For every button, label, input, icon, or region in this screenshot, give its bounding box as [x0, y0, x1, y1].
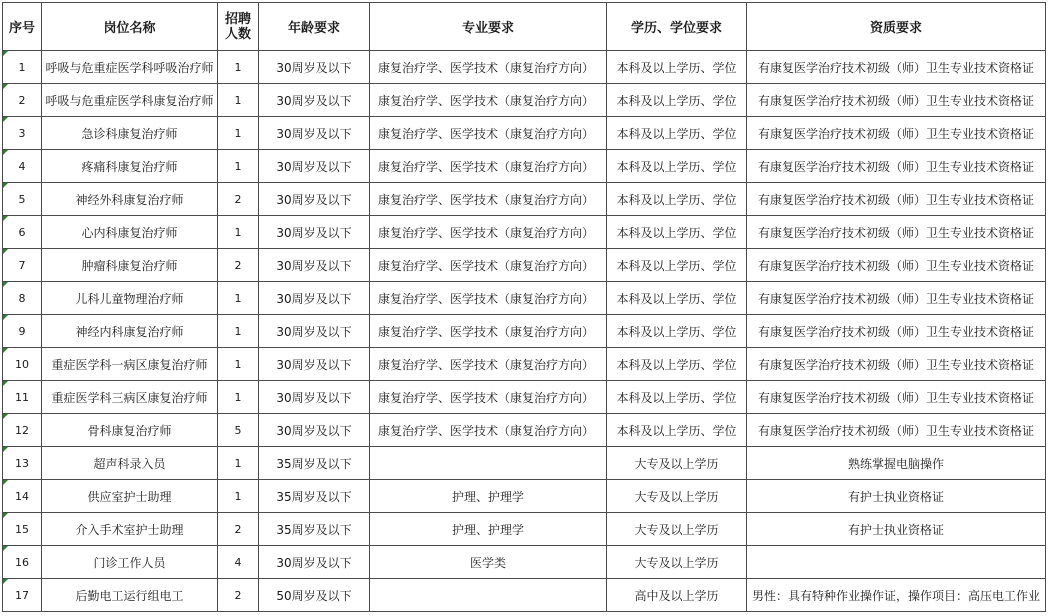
cell-position: 肿瘤科康复治疗师 [42, 249, 218, 282]
cell-position: 后勤电工运行组电工 [42, 579, 218, 612]
cell-position: 疼痛科康复治疗师 [42, 150, 218, 183]
cell-qualification: 有康复医学治疗技术初级（师）卫生专业技术资格证 [747, 216, 1046, 249]
cell-age: 30周岁及以下 [259, 546, 370, 579]
cell-education: 本科及以上学历、学位 [607, 348, 747, 381]
cell-major [370, 447, 607, 480]
table-row [3, 348, 1046, 381]
cell-no: 14 [3, 480, 42, 513]
cell-qualification: 有康复医学治疗技术初级（师）卫生专业技术资格证 [747, 84, 1046, 117]
cell-no: 16 [3, 546, 42, 579]
cell-age: 30周岁及以下 [259, 315, 370, 348]
cell-major: 医学类 [370, 546, 607, 579]
header-age: 年龄要求 [259, 3, 370, 51]
cell-position: 供应室护士助理 [42, 480, 218, 513]
cell-position: 骨科康复治疗师 [42, 414, 218, 447]
header-qualification: 资质要求 [747, 3, 1046, 51]
cell-position: 重症医学科一病区康复治疗师 [42, 348, 218, 381]
cell-major: 康复治疗学、医学技术（康复治疗方向） [370, 381, 607, 414]
cell-age: 30周岁及以下 [259, 150, 370, 183]
table-row [3, 150, 1046, 183]
cell-age: 35周岁及以下 [259, 480, 370, 513]
cell-no: 2 [3, 84, 42, 117]
cell-no: 11 [3, 381, 42, 414]
table-row [3, 84, 1046, 117]
cell-position: 超声科录入员 [42, 447, 218, 480]
cell-education: 本科及以上学历、学位 [607, 51, 747, 84]
cell-no: 6 [3, 216, 42, 249]
cell-position: 儿科儿童物理治疗师 [42, 282, 218, 315]
cell-count: 1 [218, 447, 259, 480]
cell-education: 本科及以上学历、学位 [607, 183, 747, 216]
table-row [3, 480, 1046, 513]
cell-count: 2 [218, 183, 259, 216]
cell-count: 1 [218, 282, 259, 315]
cell-count: 1 [218, 84, 259, 117]
cell-no: 4 [3, 150, 42, 183]
cell-qualification: 熟练掌握电脑操作 [747, 447, 1046, 480]
cell-no: 3 [3, 117, 42, 150]
cell-count: 1 [218, 216, 259, 249]
recruitment-table-container [2, 2, 1046, 612]
cell-age: 30周岁及以下 [259, 348, 370, 381]
cell-position: 心内科康复治疗师 [42, 216, 218, 249]
cell-education: 本科及以上学历、学位 [607, 381, 747, 414]
table-row [3, 249, 1046, 282]
table-row [3, 579, 1046, 612]
cell-position: 急诊科康复治疗师 [42, 117, 218, 150]
cell-no: 15 [3, 513, 42, 546]
cell-qualification: 有康复医学治疗技术初级（师）卫生专业技术资格证 [747, 117, 1046, 150]
cell-education: 本科及以上学历、学位 [607, 84, 747, 117]
table-body [3, 51, 1046, 612]
recruitment-table [2, 2, 1046, 612]
cell-count: 1 [218, 381, 259, 414]
cell-position: 呼吸与危重症医学科康复治疗师 [42, 84, 218, 117]
cell-qualification: 有康复医学治疗技术初级（师）卫生专业技术资格证 [747, 282, 1046, 315]
table-row [3, 381, 1046, 414]
cell-qualification: 有康复医学治疗技术初级（师）卫生专业技术资格证 [747, 381, 1046, 414]
cell-qualification: 有护士执业资格证 [747, 480, 1046, 513]
cell-age: 30周岁及以下 [259, 183, 370, 216]
header-education: 学历、学位要求 [607, 3, 747, 51]
cell-count: 1 [218, 315, 259, 348]
table-row [3, 282, 1046, 315]
cell-qualification [747, 546, 1046, 579]
table-row [3, 51, 1046, 84]
cell-age: 30周岁及以下 [259, 216, 370, 249]
table-row [3, 117, 1046, 150]
cell-major: 康复治疗学、医学技术（康复治疗方向） [370, 183, 607, 216]
cell-qualification: 有护士执业资格证 [747, 513, 1046, 546]
cell-count: 1 [218, 51, 259, 84]
cell-education: 本科及以上学历、学位 [607, 117, 747, 150]
cell-major: 护理、护理学 [370, 513, 607, 546]
cell-age: 50周岁及以下 [259, 579, 370, 612]
cell-age: 30周岁及以下 [259, 117, 370, 150]
header-position: 岗位名称 [42, 3, 218, 51]
cell-no: 8 [3, 282, 42, 315]
cell-major: 康复治疗学、医学技术（康复治疗方向） [370, 249, 607, 282]
cell-position: 神经内科康复治疗师 [42, 315, 218, 348]
cell-major: 康复治疗学、医学技术（康复治疗方向） [370, 414, 607, 447]
cell-education: 大专及以上学历 [607, 546, 747, 579]
cell-qualification: 有康复医学治疗技术初级（师）卫生专业技术资格证 [747, 51, 1046, 84]
cell-major: 康复治疗学、医学技术（康复治疗方向） [370, 348, 607, 381]
cell-education: 本科及以上学历、学位 [607, 414, 747, 447]
cell-qualification: 有康复医学治疗技术初级（师）卫生专业技术资格证 [747, 249, 1046, 282]
cell-no: 13 [3, 447, 42, 480]
cell-education: 本科及以上学历、学位 [607, 150, 747, 183]
cell-major: 护理、护理学 [370, 480, 607, 513]
cell-qualification: 有康复医学治疗技术初级（师）卫生专业技术资格证 [747, 315, 1046, 348]
header-seq: 序号 [3, 3, 42, 51]
cell-count: 2 [218, 249, 259, 282]
table-row [3, 216, 1046, 249]
cell-qualification: 有康复医学治疗技术初级（师）卫生专业技术资格证 [747, 150, 1046, 183]
cell-count: 5 [218, 414, 259, 447]
cell-age: 35周岁及以下 [259, 513, 370, 546]
cell-no: 17 [3, 579, 42, 612]
header-count-label: 招聘人数 [224, 11, 251, 42]
cell-position: 重症医学科三病区康复治疗师 [42, 381, 218, 414]
table-row [3, 546, 1046, 579]
cell-no: 9 [3, 315, 42, 348]
cell-education: 本科及以上学历、学位 [607, 216, 747, 249]
cell-qualification: 有康复医学治疗技术初级（师）卫生专业技术资格证 [747, 183, 1046, 216]
cell-no: 7 [3, 249, 42, 282]
cell-count: 1 [218, 480, 259, 513]
table-row [3, 513, 1046, 546]
cell-position: 呼吸与危重症医学科呼吸治疗师 [42, 51, 218, 84]
cell-education: 大专及以上学历 [607, 480, 747, 513]
cell-count: 2 [218, 579, 259, 612]
cell-education: 大专及以上学历 [607, 447, 747, 480]
cell-education: 本科及以上学历、学位 [607, 315, 747, 348]
table-row [3, 315, 1046, 348]
cell-no: 12 [3, 414, 42, 447]
cell-major [370, 579, 607, 612]
header-count [218, 3, 259, 51]
cell-count: 4 [218, 546, 259, 579]
cell-major: 康复治疗学、医学技术（康复治疗方向） [370, 117, 607, 150]
cell-qualification: 男性：具有特种作业操作证，操作项目：高压电工作业 [747, 579, 1046, 612]
cell-qualification: 有康复医学治疗技术初级（师）卫生专业技术资格证 [747, 348, 1046, 381]
table-row [3, 183, 1046, 216]
cell-count: 1 [218, 348, 259, 381]
cell-no: 1 [3, 51, 42, 84]
cell-count: 1 [218, 117, 259, 150]
cell-age: 30周岁及以下 [259, 381, 370, 414]
cell-major: 康复治疗学、医学技术（康复治疗方向） [370, 282, 607, 315]
header-row [3, 3, 1046, 51]
cell-education: 本科及以上学历、学位 [607, 249, 747, 282]
cell-major: 康复治疗学、医学技术（康复治疗方向） [370, 150, 607, 183]
cell-age: 35周岁及以下 [259, 447, 370, 480]
table-row [3, 414, 1046, 447]
cell-qualification: 有康复医学治疗技术初级（师）卫生专业技术资格证 [747, 414, 1046, 447]
cell-age: 30周岁及以下 [259, 282, 370, 315]
cell-no: 10 [3, 348, 42, 381]
cell-major: 康复治疗学、医学技术（康复治疗方向） [370, 315, 607, 348]
cell-position: 介入手术室护士助理 [42, 513, 218, 546]
cell-education: 大专及以上学历 [607, 513, 747, 546]
cell-major: 康复治疗学、医学技术（康复治疗方向） [370, 51, 607, 84]
cell-count: 1 [218, 150, 259, 183]
cell-age: 30周岁及以下 [259, 249, 370, 282]
cell-age: 30周岁及以下 [259, 414, 370, 447]
cell-age: 30周岁及以下 [259, 84, 370, 117]
cell-major: 康复治疗学、医学技术（康复治疗方向） [370, 216, 607, 249]
cell-education: 高中及以上学历 [607, 579, 747, 612]
cell-education: 本科及以上学历、学位 [607, 282, 747, 315]
header-major: 专业要求 [370, 3, 607, 51]
cell-position: 门诊工作人员 [42, 546, 218, 579]
table-row [3, 447, 1046, 480]
cell-no: 5 [3, 183, 42, 216]
cell-major: 康复治疗学、医学技术（康复治疗方向） [370, 84, 607, 117]
cell-age: 30周岁及以下 [259, 51, 370, 84]
cell-position: 神经外科康复治疗师 [42, 183, 218, 216]
cell-count: 2 [218, 513, 259, 546]
